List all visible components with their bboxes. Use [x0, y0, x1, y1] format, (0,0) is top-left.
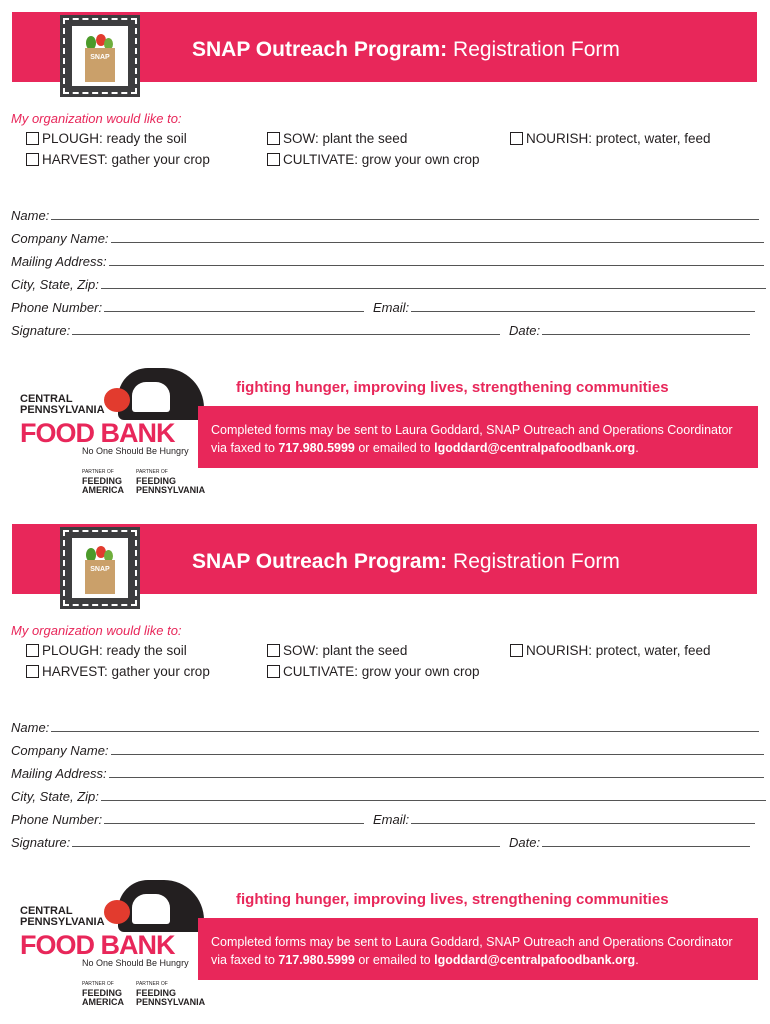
email-field[interactable]: Email: — [373, 812, 755, 827]
logo-slogan: No One Should Be Hungry — [82, 446, 189, 456]
checkbox[interactable] — [510, 132, 523, 145]
company-field[interactable]: Company Name: — [11, 231, 764, 246]
signature-field[interactable]: Signature: — [11, 323, 500, 338]
option-plough[interactable]: PLOUGH: ready the soil — [26, 131, 187, 146]
date-line[interactable] — [542, 334, 750, 335]
phone-field[interactable]: Phone Number: — [11, 300, 364, 315]
email-line[interactable] — [411, 311, 755, 312]
phone-line[interactable] — [104, 823, 364, 824]
submission-info-line1: Completed forms may be sent to Laura Goddard, SNAP Outreach and Operations Coordinator — [211, 935, 733, 949]
registration-form-2 — [0, 512, 770, 1024]
submission-info-box — [198, 918, 758, 980]
bread-icon — [118, 368, 204, 420]
tagline: fighting hunger, improving lives, strengthening communities — [236, 379, 669, 396]
logo-region: CENTRAL PENNSYLVANIA — [20, 393, 105, 416]
checkbox[interactable] — [26, 132, 39, 145]
food-bank-logo — [20, 366, 206, 496]
email-field[interactable]: Email: — [373, 300, 755, 315]
apple-icon — [104, 388, 130, 412]
name-field[interactable]: Name: — [11, 208, 759, 223]
option-plough[interactable]: PLOUGH: ready the soil — [26, 643, 187, 658]
checkbox[interactable] — [26, 665, 39, 678]
stamp-label: SNAP — [90, 566, 110, 573]
form-title: SNAP Outreach Program: Registration Form — [192, 550, 620, 573]
name-field[interactable]: Name: — [11, 720, 759, 735]
mailing-field[interactable]: Mailing Address: — [11, 766, 764, 781]
company-line[interactable] — [111, 754, 764, 755]
form-title: SNAP Outreach Program: Registration Form — [192, 38, 620, 61]
tagline: fighting hunger, improving lives, strengthening communities — [236, 891, 669, 908]
mailing-line[interactable] — [109, 265, 764, 266]
checkbox[interactable] — [267, 153, 280, 166]
apple-icon — [104, 900, 130, 924]
signature-line[interactable] — [72, 334, 500, 335]
date-field[interactable]: Date: — [509, 323, 750, 338]
logo-slogan: No One Should Be Hungry — [82, 958, 189, 968]
mailing-line[interactable] — [109, 777, 764, 778]
grocery-bag-icon — [85, 48, 115, 82]
intro-text: My organization would like to: — [11, 623, 182, 638]
feeding-america-logo: PARTNER OF FEEDING AMERICA — [82, 469, 124, 495]
snap-stamp-icon — [63, 18, 137, 94]
logo-region: CENTRAL PENNSYLVANIA — [20, 905, 105, 928]
option-cultivate[interactable]: CULTIVATE: grow your own crop — [267, 152, 480, 167]
submission-info-line1: Completed forms may be sent to Laura Goddard, SNAP Outreach and Operations Coordinator — [211, 423, 733, 437]
email-address[interactable]: lgoddard@centralpafoodbank.org — [434, 953, 636, 967]
option-nourish[interactable]: NOURISH: protect, water, feed — [510, 643, 711, 658]
checkbox[interactable] — [26, 153, 39, 166]
submission-info-line2: via faxed to 717.980.5999 or emailed to lgoddard@centralpafoodbank.org. — [211, 953, 639, 967]
snap-stamp-icon — [63, 530, 137, 606]
checkbox[interactable] — [267, 665, 280, 678]
email-line[interactable] — [411, 823, 755, 824]
submission-info-line2: via faxed to 717.980.5999 or emailed to lgoddard@centralpafoodbank.org. — [211, 441, 639, 455]
fax-number: 717.980.5999 — [278, 953, 355, 967]
date-line[interactable] — [542, 846, 750, 847]
feeding-pennsylvania-logo: PARTNER OF FEEDING PENNSYLVANIA — [136, 981, 206, 1007]
feeding-america-logo: PARTNER OF FEEDING AMERICA — [82, 981, 124, 1007]
logo-name: FOOD BANK — [20, 418, 175, 448]
phone-field[interactable]: Phone Number: — [11, 812, 364, 827]
checkbox[interactable] — [26, 644, 39, 657]
logo-name: FOOD BANK — [20, 930, 175, 960]
name-line[interactable] — [51, 219, 759, 220]
company-field[interactable]: Company Name: — [11, 743, 764, 758]
feeding-pennsylvania-logo: PARTNER OF FEEDING PENNSYLVANIA — [136, 469, 206, 495]
option-sow[interactable]: SOW: plant the seed — [267, 643, 407, 658]
option-harvest[interactable]: HARVEST: gather your crop — [26, 664, 210, 679]
city-line[interactable] — [101, 800, 766, 801]
grocery-bag-icon — [85, 560, 115, 594]
bread-icon — [118, 880, 204, 932]
signature-line[interactable] — [72, 846, 500, 847]
checkbox[interactable] — [267, 644, 280, 657]
checkbox[interactable] — [267, 132, 280, 145]
city-field[interactable]: City, State, Zip: — [11, 277, 766, 292]
city-line[interactable] — [101, 288, 766, 289]
option-nourish[interactable]: NOURISH: protect, water, feed — [510, 131, 711, 146]
phone-line[interactable] — [104, 311, 364, 312]
option-sow[interactable]: SOW: plant the seed — [267, 131, 407, 146]
intro-text: My organization would like to: — [11, 111, 182, 126]
food-bank-logo — [20, 878, 206, 1008]
stamp-label: SNAP — [90, 54, 110, 61]
mailing-field[interactable]: Mailing Address: — [11, 254, 764, 269]
signature-field[interactable]: Signature: — [11, 835, 500, 850]
option-cultivate[interactable]: CULTIVATE: grow your own crop — [267, 664, 480, 679]
checkbox[interactable] — [510, 644, 523, 657]
option-harvest[interactable]: HARVEST: gather your crop — [26, 152, 210, 167]
city-field[interactable]: City, State, Zip: — [11, 789, 766, 804]
submission-info-box — [198, 406, 758, 468]
fax-number: 717.980.5999 — [278, 441, 355, 455]
email-address[interactable]: lgoddard@centralpafoodbank.org — [434, 441, 636, 455]
company-line[interactable] — [111, 242, 764, 243]
date-field[interactable]: Date: — [509, 835, 750, 850]
name-line[interactable] — [51, 731, 759, 732]
